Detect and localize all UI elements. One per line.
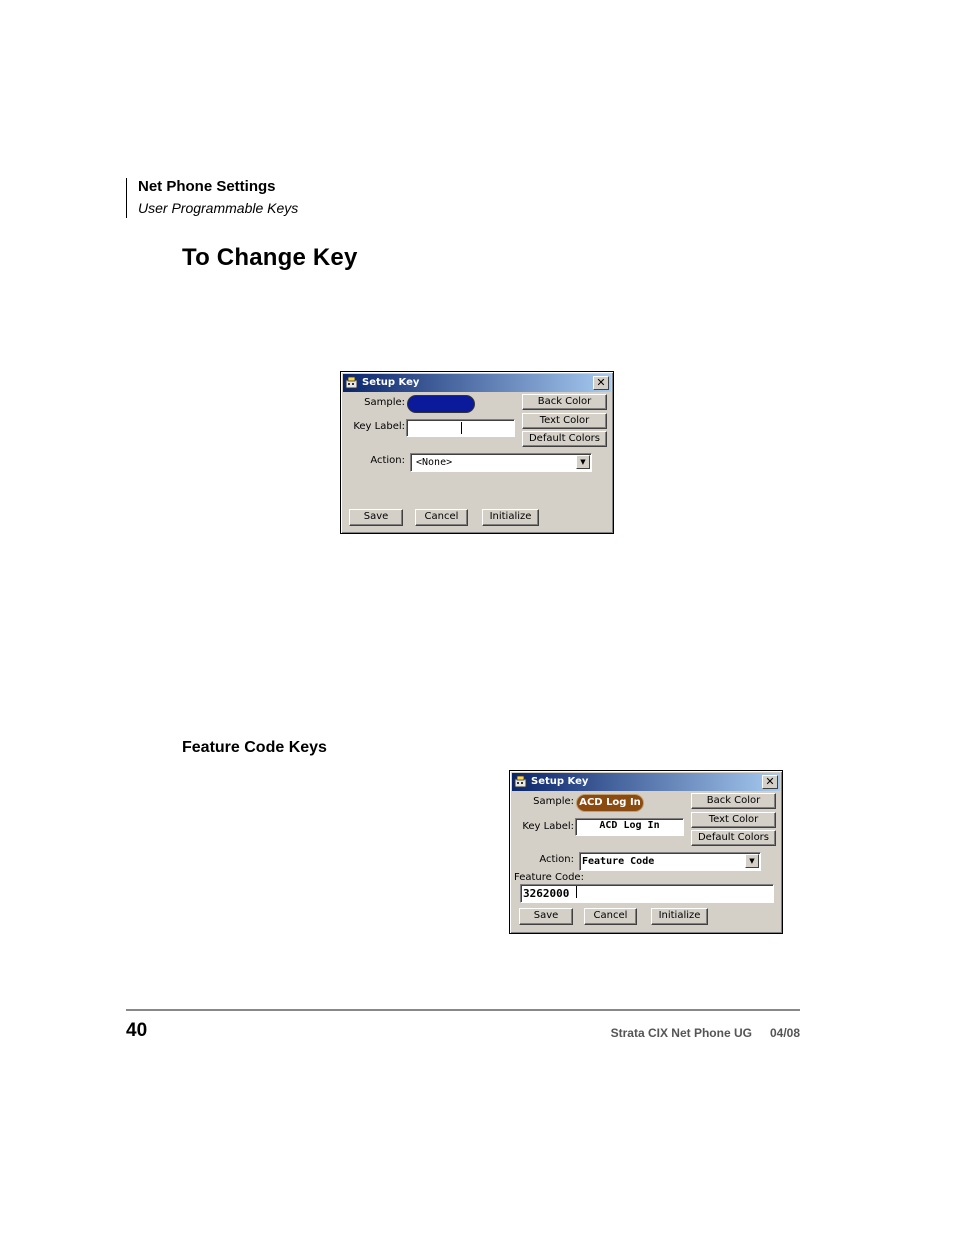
key-label-label: Key Label: [353,421,405,432]
feature-code-label: Feature Code: [514,872,584,883]
action-dropdown[interactable] [579,852,761,871]
footer-rule [126,1009,800,1011]
default-colors-button[interactable]: Default Colors [691,830,776,846]
heading-to-change-key: To Change Key [182,244,358,271]
action-selected-value: <None> [416,457,453,468]
doc-date: 04/08 [769,1026,800,1040]
key-label-input[interactable] [575,818,684,836]
key-label-value: ACD Log In [599,820,660,831]
initialize-button[interactable]: Initialize [651,908,708,925]
running-header [126,178,298,218]
close-icon[interactable]: ✕ [762,775,778,789]
action-selected-value: Feature Code [582,856,655,867]
text-caret [576,886,577,898]
action-label: Action: [370,455,405,466]
doc-title: Strata CIX Net Phone UG [610,1026,752,1040]
dialog-titlebar [512,773,780,791]
cancel-button[interactable]: Cancel [415,509,468,526]
action-dropdown[interactable] [410,453,592,472]
heading-feature-code-keys: Feature Code Keys [182,739,327,756]
setup-key-dialog-empty [340,371,614,534]
feature-code-input[interactable] [520,884,774,903]
chevron-down-icon[interactable]: ▼ [745,854,759,868]
save-button[interactable]: Save [349,509,403,526]
page-number: 40 [126,1020,148,1041]
sample-key-text: ACD Log In [579,797,641,808]
feature-code-value: 3262000 [523,887,570,900]
phone-app-icon [345,376,359,390]
key-label-input[interactable] [406,419,515,437]
sample-key-preview [407,395,475,413]
section-title: Net Phone Settings [138,178,276,195]
close-icon[interactable]: ✕ [593,376,609,390]
key-label-label: Key Label: [522,821,574,832]
action-label: Action: [539,854,574,865]
dialog-title: Setup Key [531,776,589,787]
chevron-down-icon[interactable]: ▼ [576,455,590,469]
cancel-button[interactable]: Cancel [584,908,637,925]
phone-app-icon [514,775,528,789]
sample-label: Sample: [533,796,574,807]
save-button[interactable]: Save [519,908,573,925]
dialog-titlebar [343,374,611,392]
dialog-title: Setup Key [362,377,420,388]
footer-text [611,1026,800,1040]
sample-label: Sample: [364,397,405,408]
setup-key-dialog-feature-code [509,770,783,934]
subsection-title: User Programmable Keys [138,200,299,216]
text-caret [461,422,462,434]
initialize-button[interactable]: Initialize [482,509,539,526]
text-color-button[interactable]: Text Color [691,812,776,828]
back-color-button[interactable]: Back Color [522,394,607,410]
back-color-button[interactable]: Back Color [691,793,776,809]
text-color-button[interactable]: Text Color [522,413,607,429]
sample-key-preview [576,794,644,812]
default-colors-button[interactable]: Default Colors [522,431,607,447]
